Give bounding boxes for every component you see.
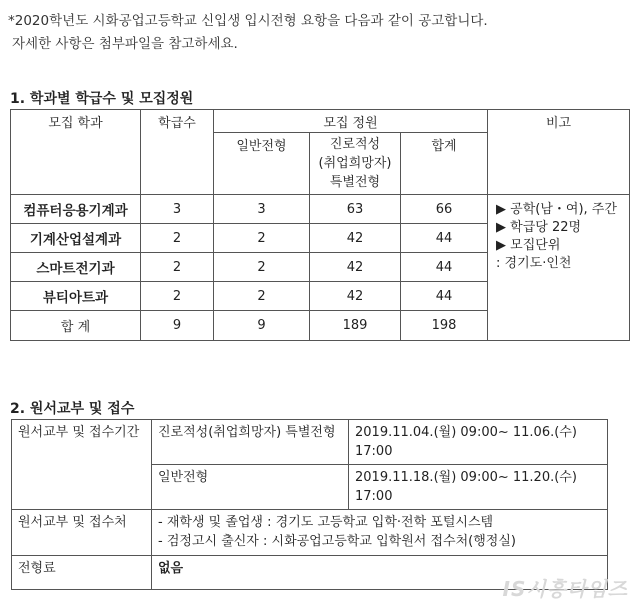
dept-name: 스마트전기과 xyxy=(11,253,141,282)
quota-table xyxy=(10,109,630,341)
section-2-title: 2. 원서교부 및 접수 xyxy=(10,401,135,417)
classes-cell: 3 xyxy=(141,195,214,224)
watermark-logo: IS시흥타임즈 xyxy=(502,577,628,601)
general-type: 일반전형 xyxy=(152,465,349,510)
section-1-title: 1. 학과별 학급수 및 모집정원 xyxy=(10,91,194,107)
header-classes: 학급수 xyxy=(141,110,214,195)
place-value xyxy=(152,510,608,556)
header-special-line-2: (취업희망자) xyxy=(318,156,392,171)
total-cell: 44 xyxy=(401,224,488,253)
header-dept: 모집 학과 xyxy=(11,110,141,195)
dept-name: 기계산업설계과 xyxy=(11,224,141,253)
intro-text xyxy=(8,10,488,56)
place-line-1: - 재학생 및 졸업생 : 경기도 고등학교 입학·전학 포털시스템 xyxy=(158,515,494,530)
table-row xyxy=(12,510,608,556)
sum-total: 198 xyxy=(401,311,488,341)
header-quota: 모집 정원 xyxy=(214,110,488,133)
general-date: 2019.11.18.(월) 09:00~ 11.20.(수) 17:00 xyxy=(349,465,608,510)
intro-line-1: *2020학년도 시화공업고등학교 신입생 입시전형 요항을 다음과 같이 공고합니다. xyxy=(8,13,488,29)
place-line-2: - 검정고시 출신자 : 시화공업고등학교 입학원서 접수처(행정실) xyxy=(158,534,516,549)
special-cell: 42 xyxy=(310,253,401,282)
header-total: 합계 xyxy=(401,133,488,195)
classes-cell: 2 xyxy=(141,224,214,253)
header-remarks: 비고 xyxy=(488,110,630,195)
general-cell: 3 xyxy=(214,195,310,224)
header-general: 일반전형 xyxy=(214,133,310,195)
general-cell: 2 xyxy=(214,253,310,282)
header-special xyxy=(310,133,401,195)
remark-line-3: ▶ 모집단위 xyxy=(496,238,561,253)
total-cell: 44 xyxy=(401,253,488,282)
sum-label: 합 계 xyxy=(11,311,141,341)
period-label: 원서교부 및 접수기간 xyxy=(12,420,152,510)
fee-label: 전형료 xyxy=(12,556,152,590)
sum-special: 189 xyxy=(310,311,401,341)
application-table xyxy=(11,419,608,590)
special-cell: 42 xyxy=(310,282,401,311)
sum-classes: 9 xyxy=(141,311,214,341)
dept-name: 뷰티아트과 xyxy=(11,282,141,311)
table-row xyxy=(12,420,608,465)
special-type: 진로적성(취업희망자) 특별전형 xyxy=(152,420,349,465)
general-cell: 2 xyxy=(214,282,310,311)
remark-line-1: ▶ 공학(남・여), 주간 xyxy=(496,202,617,217)
remark-line-2: ▶ 학급당 22명 xyxy=(496,220,582,235)
total-cell: 44 xyxy=(401,282,488,311)
remark-line-4: : 경기도·인천 xyxy=(496,256,572,271)
fee-value: 없음 xyxy=(152,556,608,590)
dept-name: 컴퓨터응용기계과 xyxy=(11,195,141,224)
general-cell: 2 xyxy=(214,224,310,253)
special-date: 2019.11.04.(월) 09:00~ 11.06.(수) 17:00 xyxy=(349,420,608,465)
header-special-line-1: 진로적성 xyxy=(329,137,381,152)
intro-line-2: 자세한 사항은 첨부파일을 참고하세요. xyxy=(12,36,238,52)
classes-cell: 2 xyxy=(141,282,214,311)
special-cell: 42 xyxy=(310,224,401,253)
table-row xyxy=(11,195,630,224)
sum-general: 9 xyxy=(214,311,310,341)
special-cell: 63 xyxy=(310,195,401,224)
remarks-cell xyxy=(488,195,630,341)
classes-cell: 2 xyxy=(141,253,214,282)
header-special-line-3: 특별전형 xyxy=(329,175,381,190)
total-cell: 66 xyxy=(401,195,488,224)
place-label: 원서교부 및 접수처 xyxy=(12,510,152,556)
